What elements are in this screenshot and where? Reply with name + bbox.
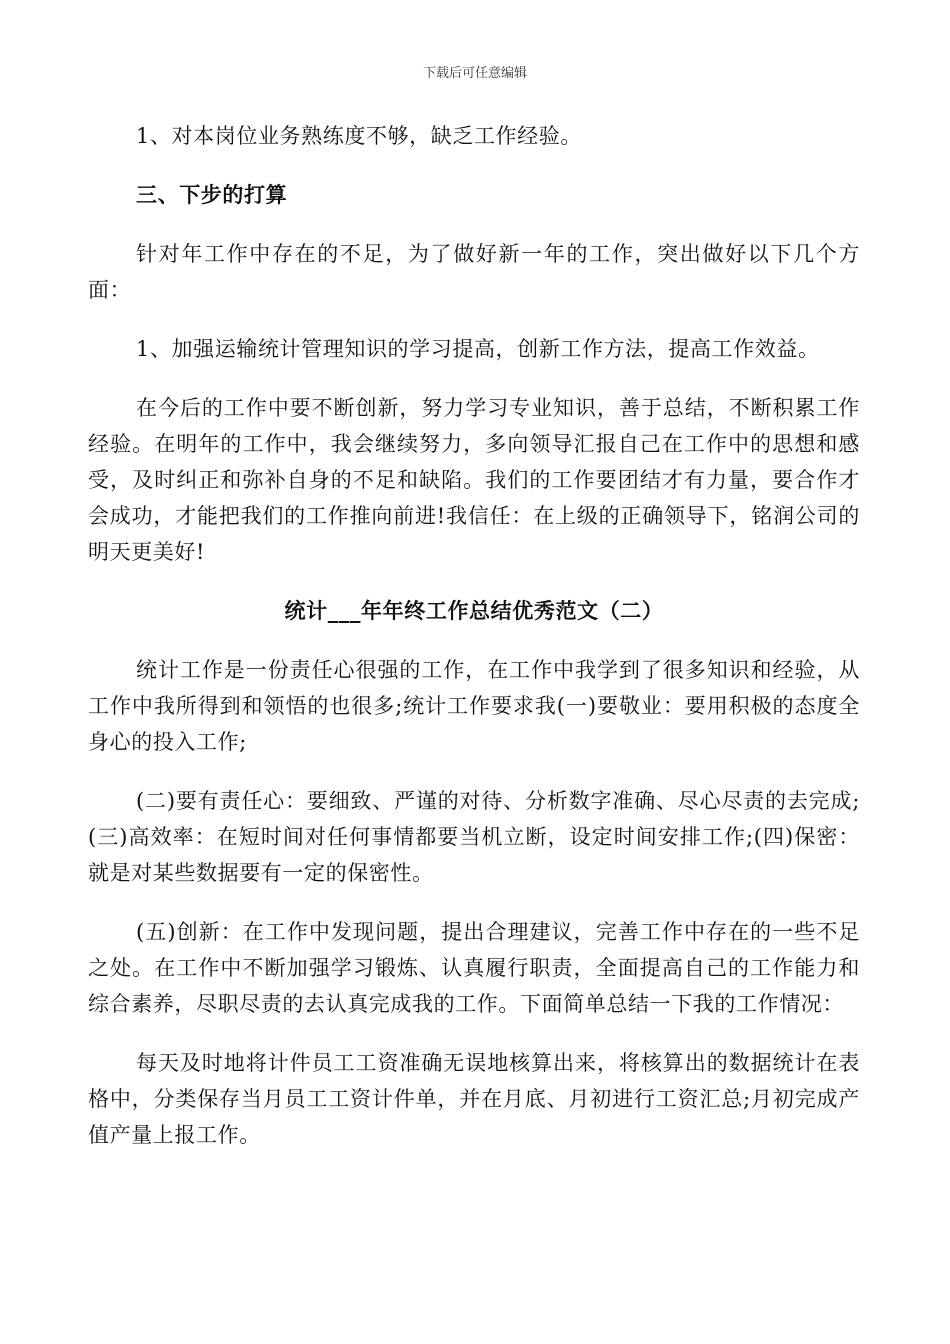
section-heading-next-plan: 三、下步的打算 bbox=[136, 182, 288, 207]
paragraph-plan-intro: 针对年工作中存在的不足，为了做好新一年的工作，突出做好以下几个方面： bbox=[88, 242, 860, 302]
document-title-part-two: 统计___年年终工作总结优秀范文（二） bbox=[284, 598, 664, 623]
paragraph-responsibility: (二)要有责任心：要细致、严谨的对待、分析数字准确、尽心尽责的去完成;(三)高效率：在短时间对任何事情都要当机立断，设定时间安排工作;(四)保密：就是对某些数据要有一定的保密性。 bbox=[88, 789, 860, 885]
document-body bbox=[88, 118, 860, 1153]
paragraph-daily-work: 每天及时地将计件员工工资准确无误地核算出来，将核算出的数据统计在表格中，分类保存当月员工工资计件单，并在月底、月初进行工资汇总;月初完成产值产量上报工作。 bbox=[88, 1051, 860, 1147]
header-note: 下载后可任意编辑 bbox=[422, 66, 527, 81]
paragraph-shortcoming-1: 1、对本岗位业务熟练度不够，缺乏工作经验。 bbox=[136, 124, 582, 148]
paragraph-plan-item-1: 1、加强运输统计管理知识的学习提高，创新工作方法，提高工作效益。 bbox=[136, 337, 820, 361]
paragraph-future-work: 在今后的工作中要不断创新，努力学习专业知识，善于总结，不断积累工作经验。在明年的工作中，我会继续努力，多向领导汇报自己在工作中的思想和感受，及时纠正和弥补自身的不足和缺陷。我们的工作要团结才有力量，要合作才会成功，才能把我们的工作推向前进!我信任：在上级的正确领导下，铭润公司的明天更美好! bbox=[88, 396, 860, 564]
paragraph-innovation: (五)创新：在工作中发现问题，提出合理建议，完善工作中存在的一些不足之处。在工作中不断加强学习锻炼、认真履行职责，全面提高自己的工作能力和综合素养，尽职尽责的去认真完成我的工作。下面简单总结一下我的工作情况： bbox=[88, 920, 860, 1016]
paragraph-statistics-intro: 统计工作是一份责任心很强的工作，在工作中我学到了很多知识和经验，从工作中我所得到和领悟的也很多;统计工作要求我(一)要敬业：要用积极的态度全身心的投入工作; bbox=[88, 658, 860, 754]
